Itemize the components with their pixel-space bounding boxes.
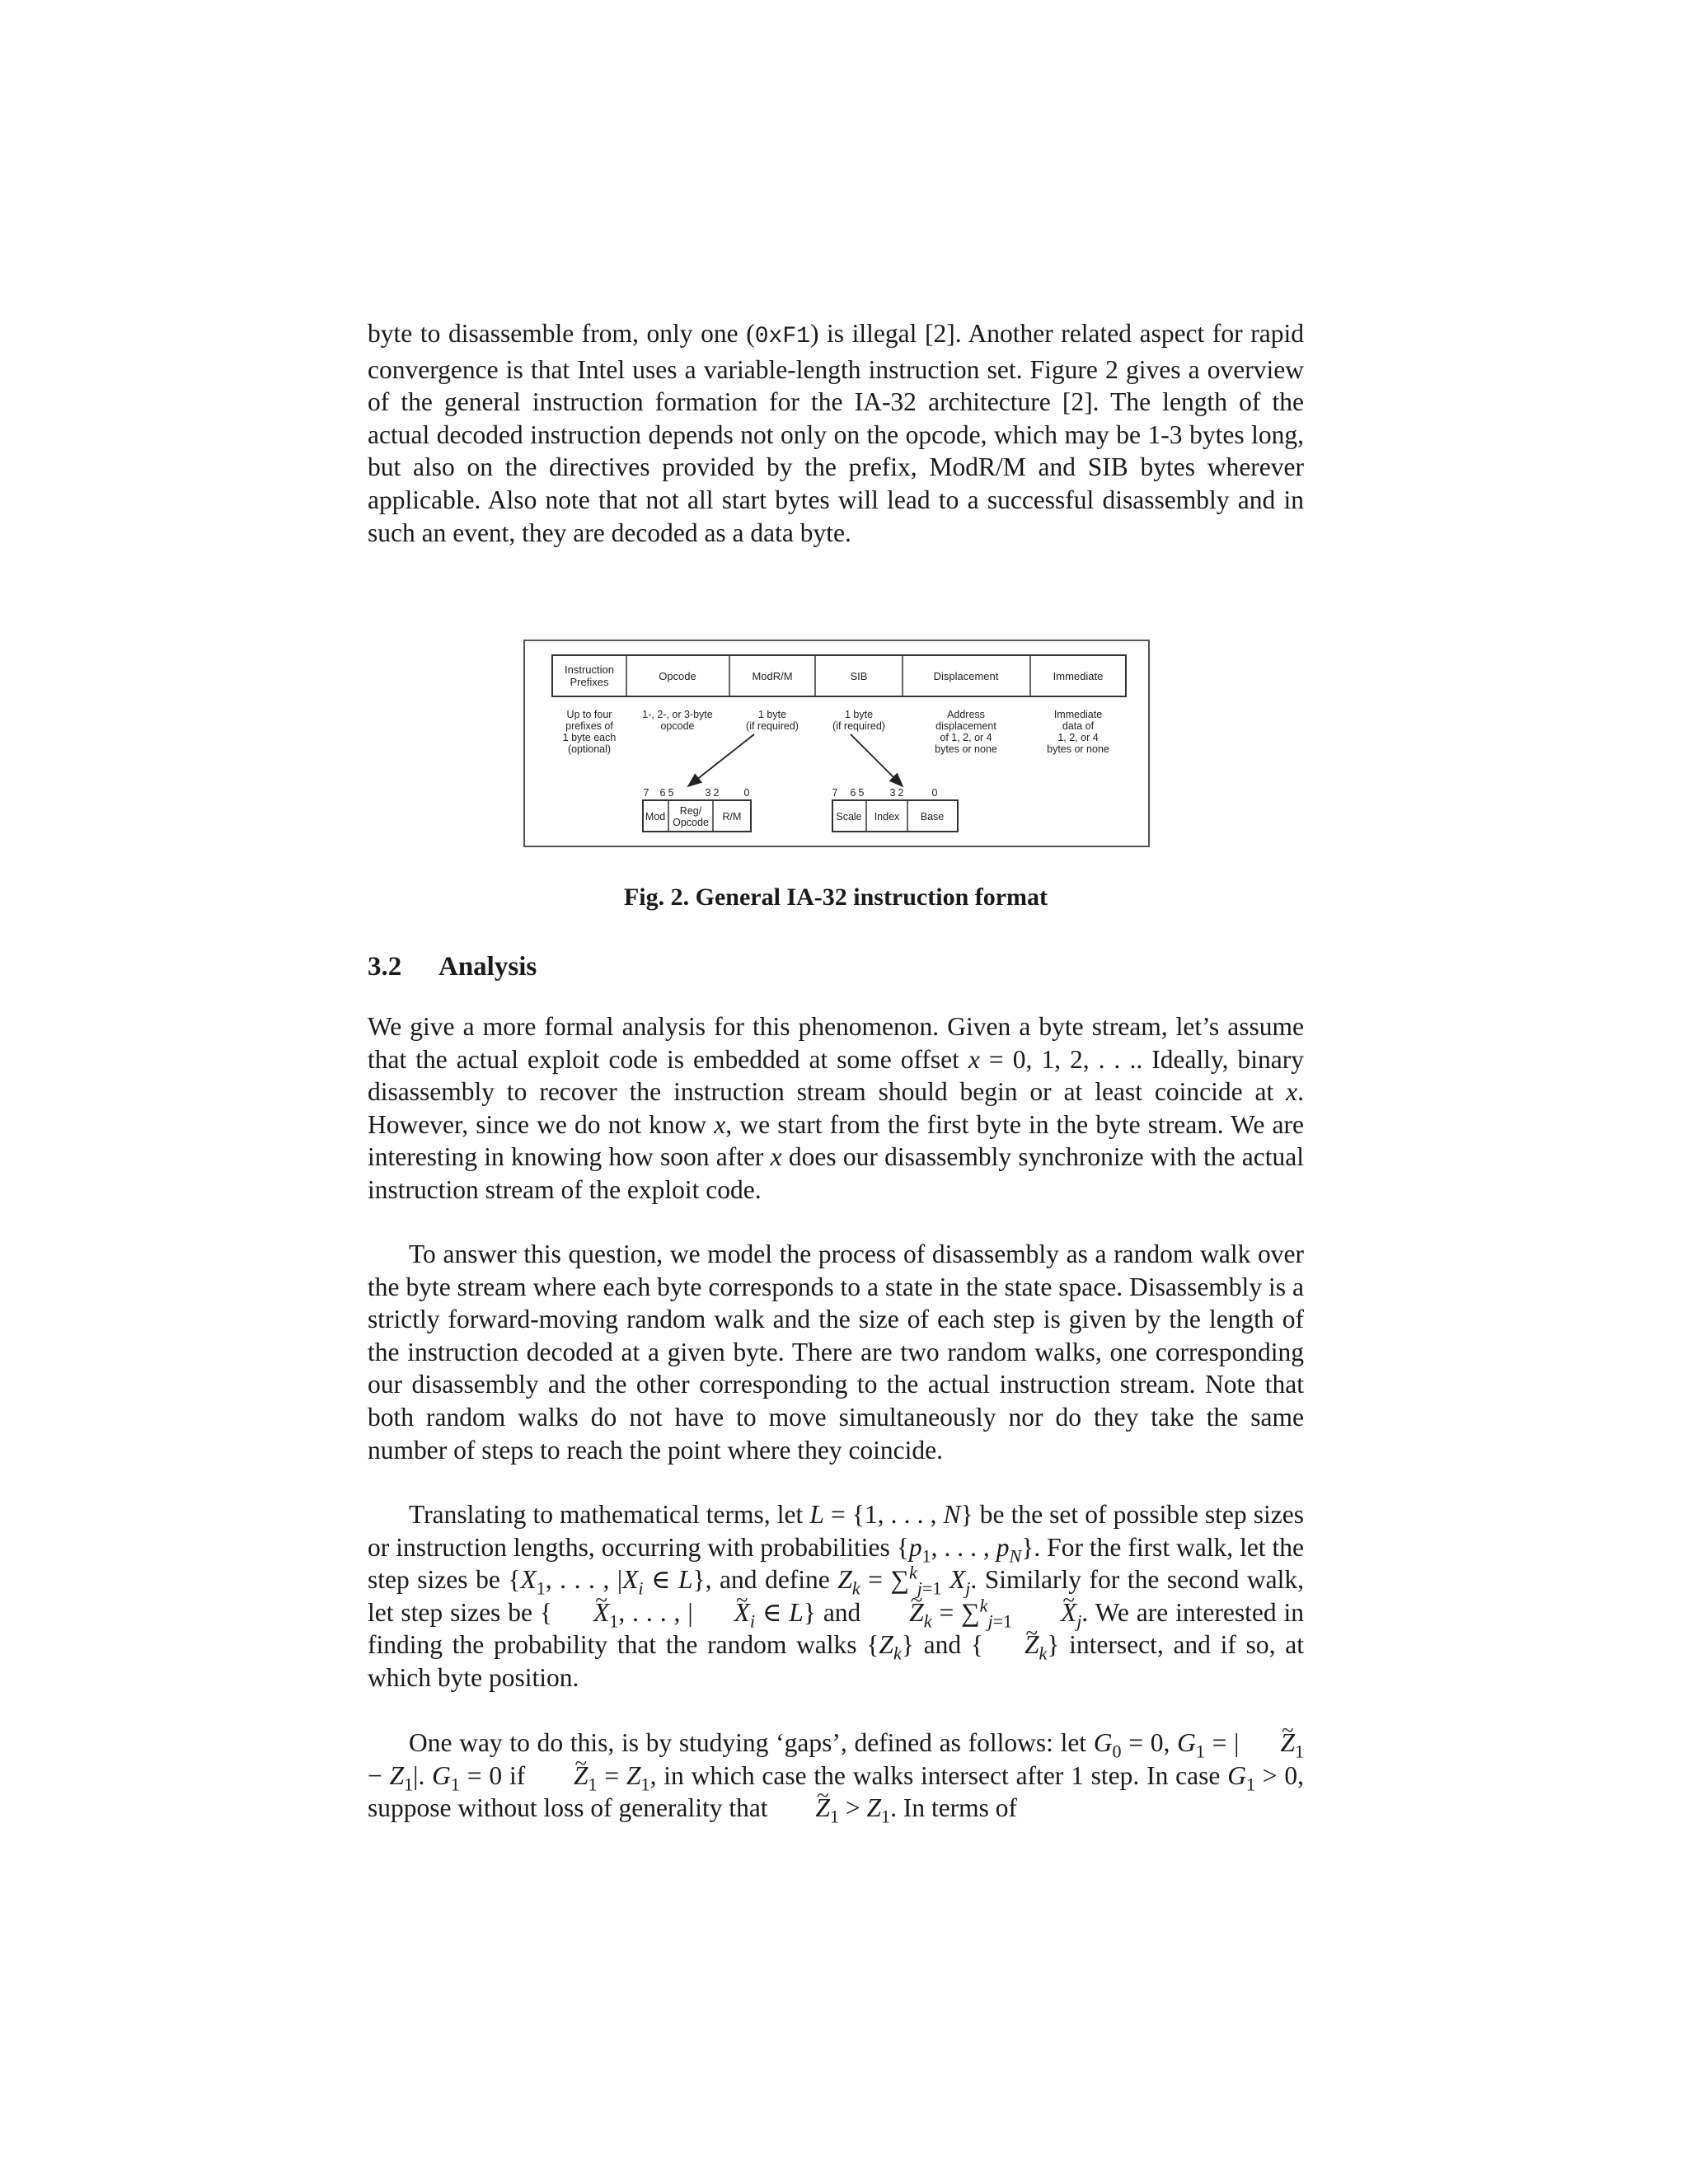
opcode-desc-1: 1-, 2-, or 3-byte bbox=[642, 709, 713, 720]
field-sib-label: SIB bbox=[850, 670, 868, 682]
prefixes-desc-2: prefixes of bbox=[565, 720, 613, 732]
sib-field-index: Index bbox=[874, 811, 900, 823]
field-immediate-label: Immediate bbox=[1053, 670, 1104, 682]
modrm-bit-3: 3 bbox=[705, 787, 711, 799]
sib-bit-3: 3 bbox=[889, 787, 896, 799]
instruction-format-diagram bbox=[525, 641, 1150, 847]
immediate-desc-3: 1, 2, or 4 bbox=[1057, 732, 1099, 743]
illegal-opcode-code: 0xF1 bbox=[754, 324, 810, 349]
prefixes-desc-4: (optional) bbox=[567, 743, 612, 755]
modrm-field-rm: R/M bbox=[722, 811, 742, 823]
field-opcode-label: Opcode bbox=[659, 670, 696, 682]
modrm-expand-arrow bbox=[688, 734, 754, 786]
field-prefixes-label-1: Instruction bbox=[565, 663, 614, 676]
modrm-desc-2: (if required) bbox=[746, 720, 799, 732]
modrm-bit-7: 7 bbox=[643, 787, 649, 799]
sib-bit-2: 2 bbox=[898, 787, 904, 799]
displacement-desc-3: of 1, 2, or 4 bbox=[940, 732, 992, 743]
modrm-field-reg-2: Opcode bbox=[673, 817, 709, 828]
displacement-desc-4: bytes or none bbox=[935, 743, 997, 755]
prefixes-desc-3: 1 byte each bbox=[562, 732, 617, 743]
sib-field-base: Base bbox=[920, 811, 945, 823]
modrm-bit-6: 6 bbox=[659, 787, 666, 799]
modrm-bit-2: 2 bbox=[713, 787, 720, 799]
immediate-desc-4: bytes or none bbox=[1047, 743, 1109, 755]
sib-desc-1: 1 byte bbox=[844, 709, 874, 720]
section-heading bbox=[368, 952, 537, 982]
modrm-bit-5: 5 bbox=[668, 787, 674, 799]
displacement-desc-1: Address bbox=[947, 709, 985, 720]
section-number: 3.2 bbox=[368, 952, 402, 982]
field-displacement-label: Displacement bbox=[933, 670, 999, 682]
intro-paragraph bbox=[368, 317, 1304, 549]
displacement-desc-2: displacement bbox=[935, 720, 996, 732]
analysis-paragraph-2: To answer this question, we model the process of disassembly as a random walk over the byte stream where each byte corresponds to a state in the state space. Disassembly is a strictly forward-moving random walk and the size of each step is given by the length of the instruction decoded at a given byte. There are two random walks, one corresponding our disassembly and the other corresponding to the actual instruction stream. Note that both random walks do not have to move simultaneously nor do they take the same number of steps to reach the point where they coincide. bbox=[368, 1240, 1304, 1465]
modrm-desc-1: 1 byte bbox=[757, 709, 787, 720]
intro-text-before-code: byte to disassemble from, only one ( bbox=[368, 319, 755, 348]
sib-bit-5: 5 bbox=[858, 787, 865, 799]
field-prefixes-label-2: Prefixes bbox=[570, 676, 609, 688]
field-modrm-label: ModR/M bbox=[752, 670, 793, 682]
sib-field-scale: Scale bbox=[836, 811, 862, 823]
sib-expand-arrow bbox=[851, 734, 903, 786]
prefixes-desc-1: Up to four bbox=[566, 709, 612, 720]
immediate-desc-2: data of bbox=[1062, 720, 1095, 732]
modrm-bit-0: 0 bbox=[743, 787, 750, 799]
section-title: Analysis bbox=[438, 952, 537, 982]
sib-bit-6: 6 bbox=[850, 787, 856, 799]
sib-desc-2: (if required) bbox=[832, 720, 885, 732]
intro-text-after-code: ) is illegal [2]. Another related aspect for rapid convergence is that Intel uses a variable-length instruction set. Figure 2 gives a overview of the general instruction formation for the IA-32 architecture [2]. The length of the actual decoded instruction depends not only on the opcode, which may be 1-3 bytes long, but also on the directives provided by the prefix, ModR/M and SIB bytes wherever applicable. Also note that not all start bytes will lead to a successful disassembly and in such an event, they are decoded as a data byte. bbox=[368, 319, 1304, 547]
sib-bit-7: 7 bbox=[832, 787, 838, 799]
opcode-desc-2: opcode bbox=[660, 720, 695, 732]
modrm-field-mod: Mod bbox=[645, 811, 666, 823]
analysis-paragraph-1: We give a more formal analysis for this phenomenon. Given a byte stream, let’s assume that the actual exploit code is embedded at some offset x = 0, 1, 2, . . .. Ideally, binary disassembly to recover the instruction stream should begin or at least coincide at x. However, since we do not know x, we start from the first byte in the byte stream. We are interesting in knowing how soon after x does our disassembly synchronize with the actual instruction stream of the exploit code. bbox=[368, 1012, 1304, 1204]
analysis-paragraph-3: Translating to mathematical terms, let L = {1, . . . , N} be the set of possible step sizes or instruction lengths, occurring with probabilities {$p_1$, . . . , $p_N$}. For the first walk, let the step sizes be {$X_1$, . . . , $|X_i$ ∈ L}, and define $Z_k = \sum^k_{j=1}$ $X_j$. Similarly for the second walk, let step sizes be {~ $X_1$, . . . , |~ $X_i$ ∈ L} and ~ $Z_k = \sum^k_{j=1}$ ~ $X_j$. We are interested in finding the probability that the random walks $\{Z_k\}$ and {~ $Z_k$} intersect, and if so, at which byte position. bbox=[368, 1498, 1304, 1694]
modrm-field-reg-1: Reg/ bbox=[679, 805, 702, 817]
immediate-desc-1: Immediate bbox=[1053, 709, 1103, 720]
instruction-format-figure bbox=[523, 640, 1150, 847]
analysis-paragraph-4: One way to do this, is by studying ‘gaps’, defined as follows: let $G_0 = 0$, $G_1$ = |~ $Z_1 - Z_1|$. $G_1 = 0$ if ~ $Z_1 = Z_1$, in which case the walks intersect after 1 step. In case $G_1 > 0$, suppose without loss of generality that ~ $Z_1 > Z_1$. In terms of bbox=[368, 1727, 1304, 1825]
sib-bit-0: 0 bbox=[931, 787, 938, 799]
figure-caption: Fig. 2. General IA-32 instruction format bbox=[623, 883, 1048, 911]
field-row-frame bbox=[552, 655, 1126, 696]
